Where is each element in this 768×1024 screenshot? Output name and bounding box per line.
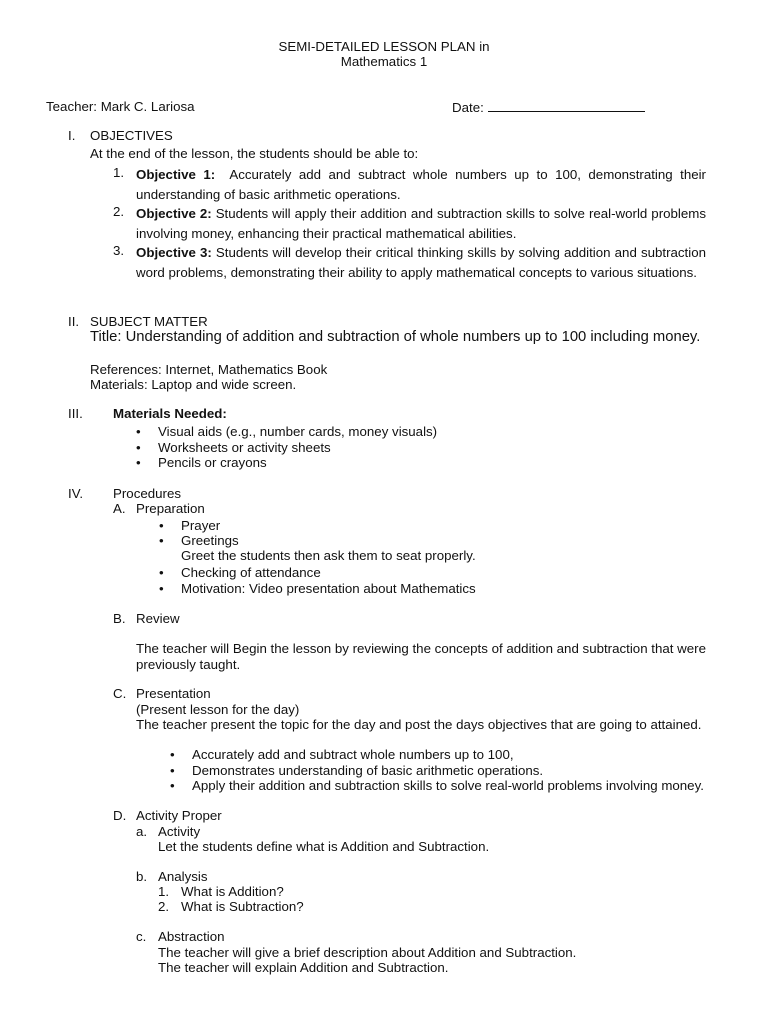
presentation-text: The teacher present the topic for the day and post the days objectives that are going to attained. [136,717,702,732]
teacher-name: Teacher: Mark C. Lariosa [46,99,195,114]
review-text: The teacher will Begin the lesson by reviewing the concepts of addition and subtraction that were previously taught. [136,641,706,672]
objective-label-3: Objective 3: [136,245,212,260]
presentation-heading: Presentation [136,686,211,701]
objective-label-1: Objective 1: [136,167,216,182]
references: References: Internet, Mathematics Book [90,362,328,377]
objective-item-2 [136,204,706,244]
review-heading: Review [136,611,180,626]
prep-greetings: • Greetings [181,533,239,548]
material-item-2: • Worksheets or activity sheets [158,440,331,455]
materials: Materials: Laptop and wide screen. [90,377,297,392]
abstraction-heading: Abstraction [158,929,225,944]
materials-needed-heading: Materials Needed: [113,406,227,421]
prep-attendance: • Checking of attendance [181,565,321,580]
objective-text-2: Students will apply their addition and subtraction skills to solve real-world problems involving money, enhancing their practical mathematical abilities. [136,206,706,241]
prep-prayer: • Prayer [181,518,220,533]
subject-matter-heading: SUBJECT MATTER [90,314,208,329]
presentation-item-3: • Apply their addition and subtraction skills to solve real-world problems involving money. [192,778,706,793]
doc-title: SEMI-DETAILED LESSON PLAN in [278,39,490,54]
section-numeral-1: I. [68,128,76,143]
objective-num-1: 1. [113,165,125,180]
analysis-heading: Analysis [158,869,208,884]
objectives-intro: At the end of the lesson, the students should be able to: [90,146,419,161]
date-field [452,99,645,115]
analysis-q1-num: 1. [158,884,170,899]
section-numeral-2: II. [68,314,80,329]
analysis-letter: b. [136,869,148,884]
preparation-heading: Preparation [136,501,205,516]
doc-subtitle: Mathematics 1 [340,54,428,69]
activity-heading: Activity [158,824,201,839]
objectives-heading: OBJECTIVES [90,128,173,143]
analysis-q2-num: 2. [158,899,170,914]
activity-proper-letter: D. [113,808,127,823]
presentation-letter: C. [113,686,127,701]
section-numeral-4: IV. [68,486,84,501]
preparation-letter: A. [113,501,126,516]
prep-greetings-note: Greet the students then ask them to seat properly. [181,548,476,563]
date-blank-line [488,99,645,112]
material-item-3: • Pencils or crayons [158,455,267,470]
objective-item-3 [136,243,706,283]
analysis-q2: What is Subtraction? [181,899,304,914]
review-letter: B. [113,611,126,626]
presentation-item-2: • Demonstrates understanding of basic arithmetic operations. [192,763,543,778]
abstraction-letter: c. [136,929,147,944]
abstraction-line-1: The teacher will give a brief description about Addition and Subtraction. [158,945,577,960]
objective-label-2: Objective 2: [136,206,212,221]
activity-proper-heading: Activity Proper [136,808,222,823]
subject-title: Title: Understanding of addition and subtraction of whole numbers up to 100 including money. [90,329,701,345]
activity-text: Let the students define what is Addition and Subtraction. [158,839,490,854]
objective-num-3: 3. [113,243,125,258]
objective-text-1: Accurately add and subtract whole numbers up to 100, demonstrating their understanding of basic arithmetic operations. [136,167,706,202]
presentation-note: (Present lesson for the day) [136,702,300,717]
procedures-heading: Procedures [113,486,181,501]
analysis-q1: What is Addition? [181,884,284,899]
activity-letter: a. [136,824,148,839]
prep-motivation: • Motivation: Video presentation about Mathematics [181,581,476,596]
objective-text-3: Students will develop their critical thinking skills by solving addition and subtraction word problems, demonstrating their ability to apply mathematical concepts to various situations. [136,245,706,280]
objective-item-1 [136,165,706,205]
abstraction-line-2: The teacher will explain Addition and Subtraction. [158,960,449,975]
date-label: Date: [452,100,484,115]
objective-num-2: 2. [113,204,125,219]
presentation-item-1: • Accurately add and subtract whole numbers up to 100, [192,747,514,762]
material-item-1: • Visual aids (e.g., number cards, money visuals) [158,424,437,439]
section-numeral-3: III. [68,406,83,421]
